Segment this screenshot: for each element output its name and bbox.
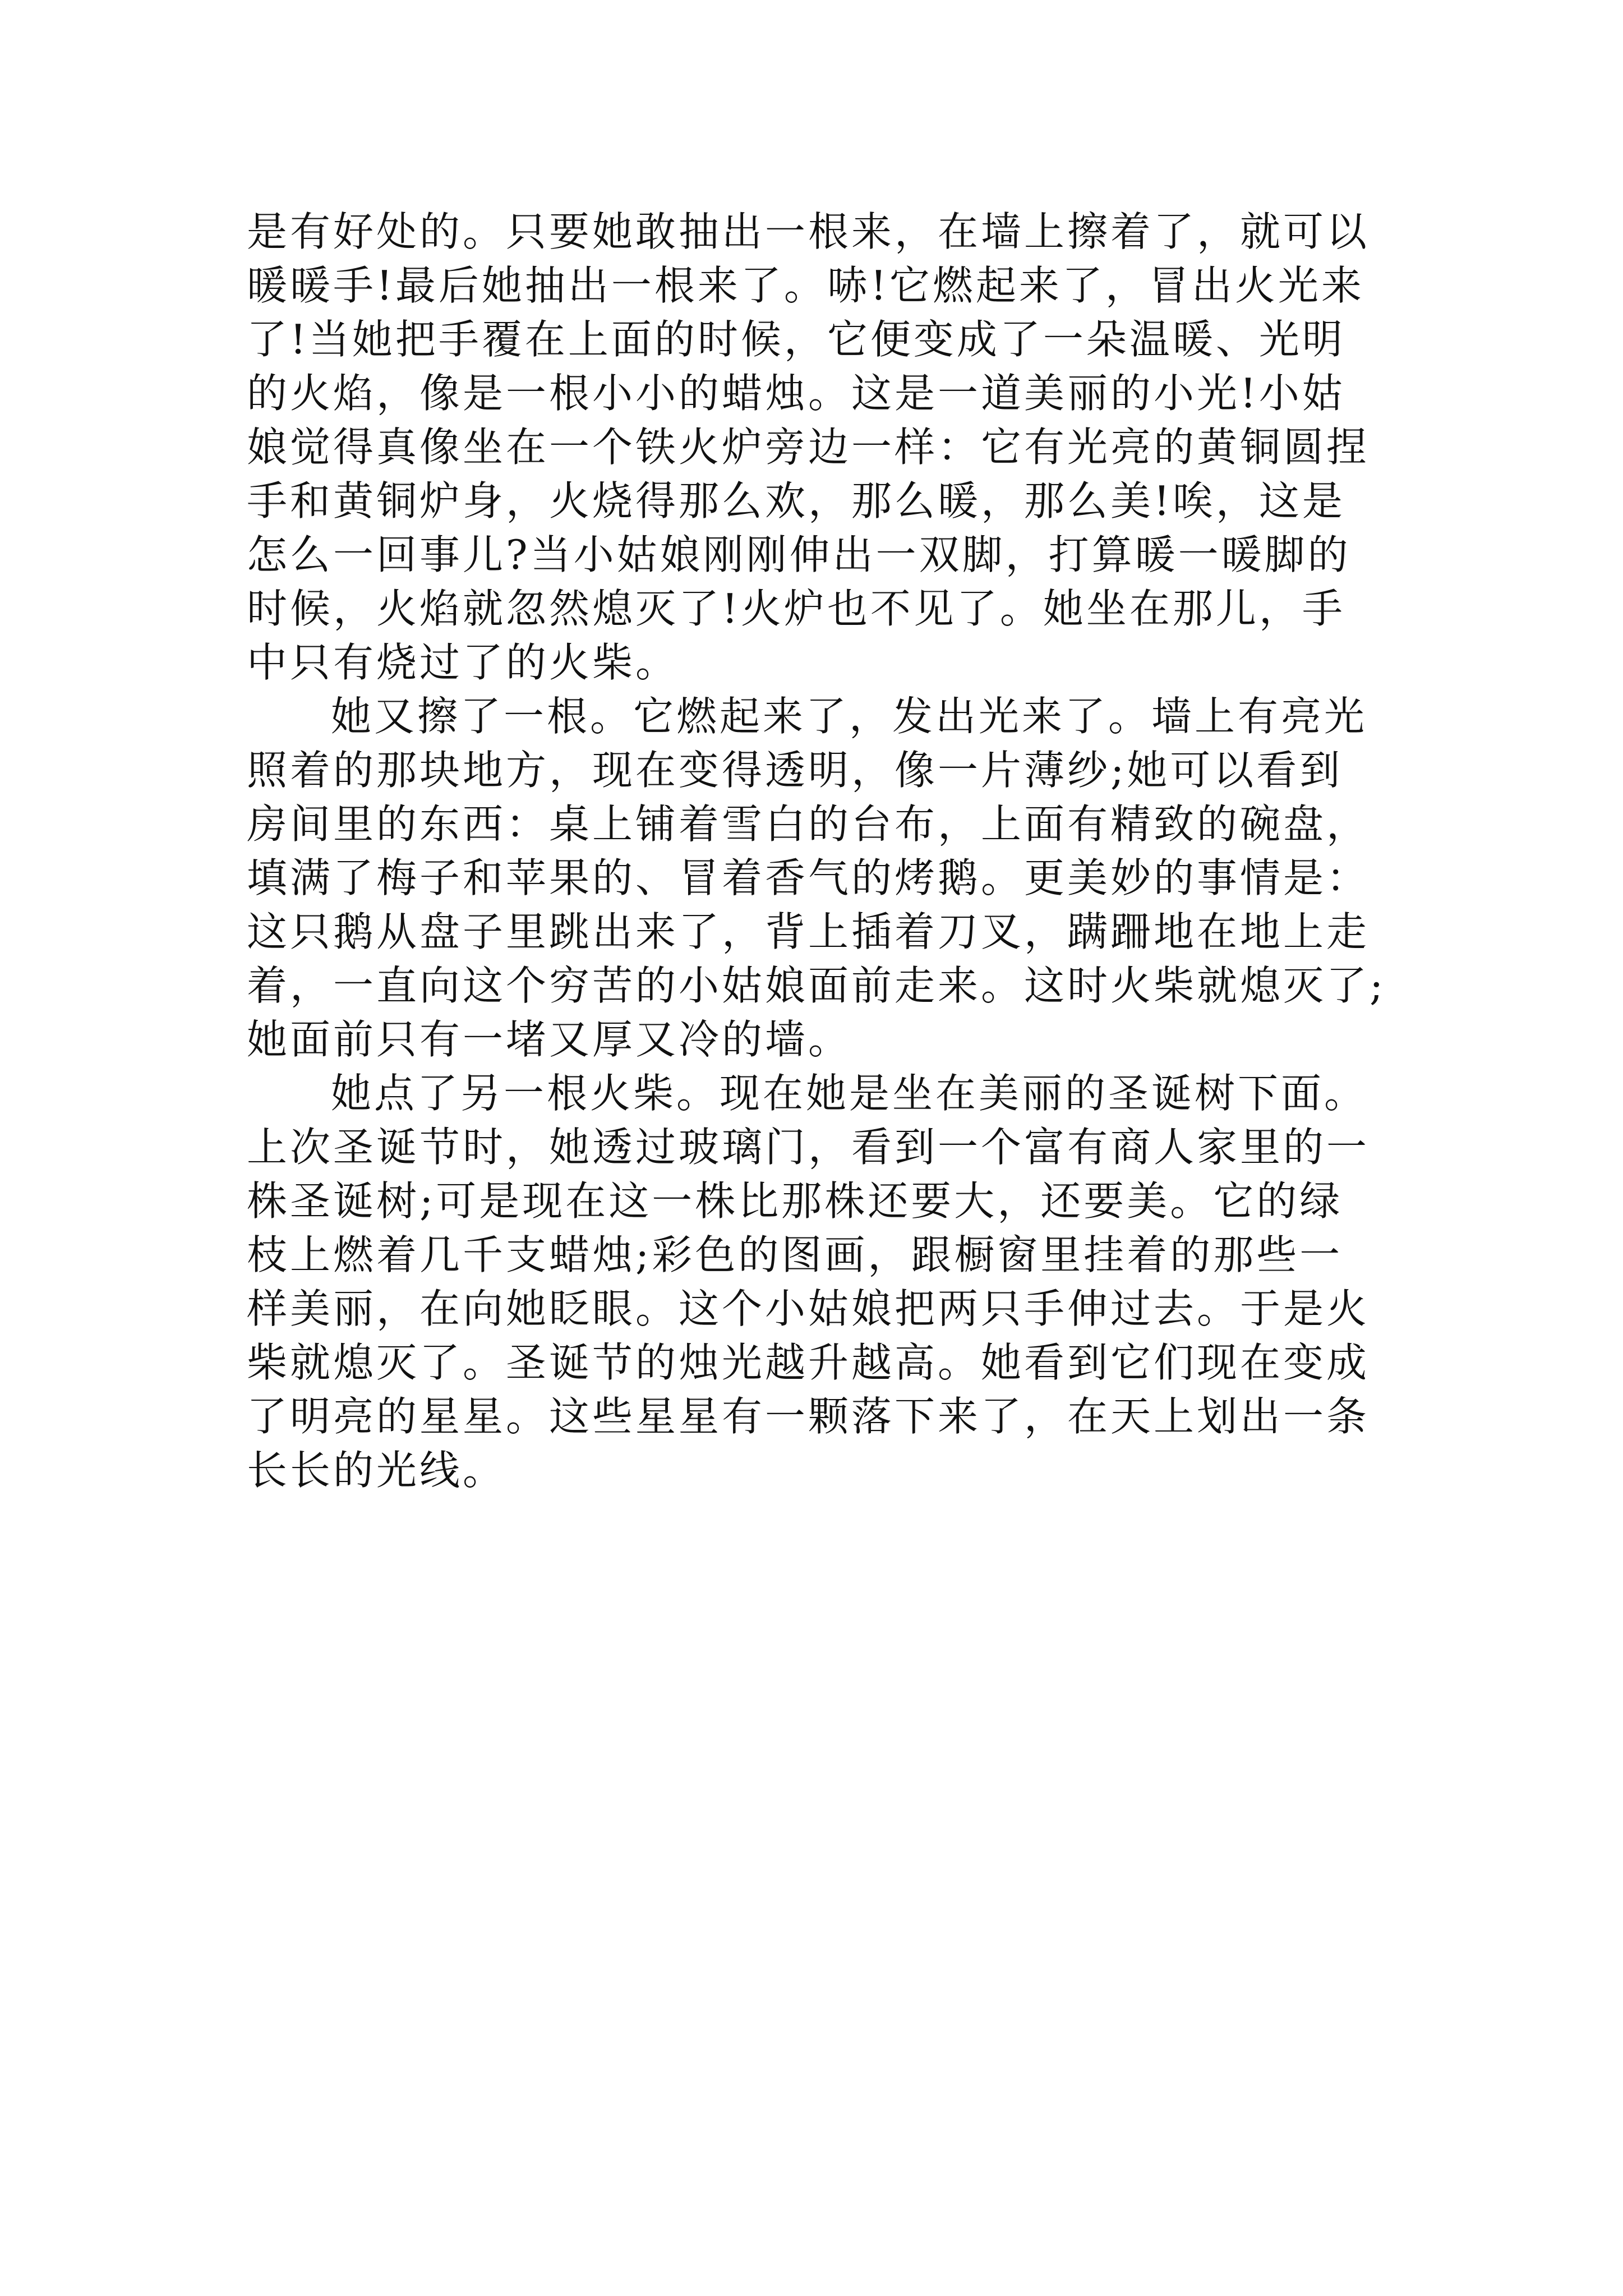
text-line: 株圣诞树;可是现在这一株比那株还要大，还要美。它的绿	[247, 1177, 1343, 1225]
text-line: 照着的那块地方，现在变得透明，像一片薄纱;她可以看到	[247, 747, 1343, 794]
text-line: 着，一直向这个穷苦的小姑娘面前走来。这时火柴就熄灭了;	[247, 962, 1386, 1009]
paragraph-2	[247, 689, 1391, 1066]
text-line: 枝上燃着几千支蜡烛;彩色的图画，跟橱窗里挂着的那些一	[247, 1231, 1343, 1278]
text-line: 的火焰，像是一根小小的蜡烛。这是一道美丽的小光!小姑	[247, 370, 1345, 417]
text-line: 怎么一回事儿?当小姑娘刚刚伸出一双脚，打算暖一暖脚的	[247, 531, 1351, 578]
text-line: 时候，火焰就忽然熄灭了!火炉也不见了。她坐在那儿，手	[247, 585, 1345, 632]
text-line: 了明亮的星星。这些星星有一颗落下来了，在天上划出一条	[247, 1393, 1370, 1440]
text-line: 填满了梅子和苹果的、冒着香气的烤鹅。更美妙的事情是：	[247, 854, 1370, 901]
text-line: 上次圣诞节时，她透过玻璃门，看到一个富有商人家里的一	[247, 1124, 1370, 1171]
paragraph-3	[247, 1066, 1391, 1497]
text-line: 了!当她把手覆在上面的时候，它便变成了一朵温暖、光明	[247, 316, 1345, 363]
text-line: 房间里的东西：桌上铺着雪白的台布，上面有精致的碗盘，	[247, 800, 1370, 848]
text-line: 样美丽，在向她眨眼。这个小姑娘把两只手伸过去。于是火	[247, 1285, 1370, 1332]
document-body	[247, 205, 1391, 1497]
text-line: 长长的光线。	[247, 1447, 506, 1494]
text-line: 暖暖手!最后她抽出一根来了。哧!它燃起来了，冒出火光来	[247, 262, 1364, 309]
text-line: 这只鹅从盘子里跳出来了，背上插着刀叉，蹒跚地在地上走	[247, 908, 1370, 955]
text-line: 手和黄铜炉身，火烧得那么欢，那么暖，那么美!唉，这是	[247, 477, 1345, 524]
text-line: 她点了另一根火柴。现在她是坐在美丽的圣诞树下面。	[331, 1070, 1368, 1117]
paragraph-1	[247, 205, 1391, 689]
text-line: 她面前只有一堵又厚又冷的墙。	[247, 1016, 852, 1063]
text-line: 柴就熄灭了。圣诞节的烛光越升越高。她看到它们现在变成	[247, 1339, 1370, 1386]
text-line: 娘觉得真像坐在一个铁火炉旁边一样：它有光亮的黄铜圆捏	[247, 424, 1370, 471]
text-line: 她又擦了一根。它燃起来了，发出光来了。墙上有亮光	[331, 693, 1368, 740]
text-line: 中只有烧过了的火柴。	[247, 639, 679, 686]
text-line: 是有好处的。只要她敢抽出一根来，在墙上擦着了，就可以	[247, 208, 1370, 255]
